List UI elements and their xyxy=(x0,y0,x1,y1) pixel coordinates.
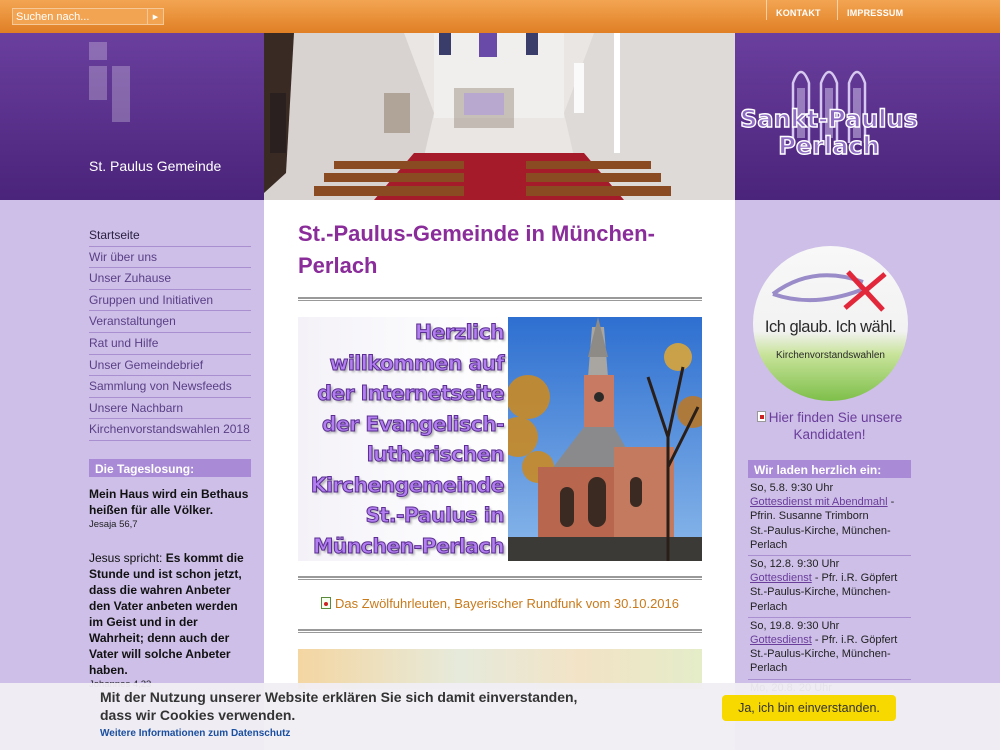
divider xyxy=(298,629,702,633)
claim-text: Ich glaub. Ich wähl. xyxy=(764,318,897,336)
cookie-accept-button[interactable]: Ja, ich bin einverstanden. xyxy=(722,695,896,721)
nav-item-nachbarn[interactable]: Unsere Nachbarn xyxy=(89,398,251,420)
cookie-message: Mit der Nutzung unserer Website erklären Sie sich damit einverstanden, dass wir Cookies verwenden. xyxy=(100,689,578,723)
claim-subtitle: Kirchenvorstandswahlen xyxy=(776,350,885,361)
events-heading: Wir laden herzlich ein: xyxy=(748,460,911,478)
candidates-link[interactable]: Hier finden Sie unsere Kandidaten! xyxy=(748,409,911,443)
header-left xyxy=(0,33,264,200)
losung-verse-2: Es kommt die Stunde und ist schon jetzt, dass die wahren Anbeter den Vater anbeten werden im Geist und in der Wahrheit; denn auch der Vater will solche Anbeter haben. xyxy=(89,551,244,677)
hero-image-church-interior xyxy=(264,33,735,200)
nav-item-newsfeeds[interactable]: Sammlung von Newsfeeds xyxy=(89,376,251,398)
kontakt-link[interactable]: KONTAKT xyxy=(766,0,834,20)
tageslosung xyxy=(89,486,254,698)
event-item: So, 12.8. 9:30 Uhr Gottesdienst - Pfr. i.R. Göpfert St.-Paulus-Kirche, München-Perlach xyxy=(748,556,911,618)
search-submit-icon[interactable]: ▶ xyxy=(147,9,163,24)
search-input[interactable] xyxy=(13,9,147,24)
svg-text:Perlach: Perlach xyxy=(778,132,880,160)
tageslosung-heading: Die Tageslosung: xyxy=(89,459,251,477)
search-box xyxy=(12,8,164,25)
decor-square xyxy=(89,42,107,60)
pdf-file-icon xyxy=(321,597,331,609)
kirchenvorstandswahl-logo[interactable] xyxy=(753,246,908,401)
event-item: So, 19.8. 9:30 Uhr Gottesdienst - Pfr. i.R. Göpfert St.-Paulus-Kirche, München-Perlach xyxy=(748,618,911,680)
svg-text:Sankt-Paulus: Sankt-Paulus xyxy=(740,105,918,133)
event-link[interactable]: Gottesdienst xyxy=(750,634,812,647)
fish-cross-icon xyxy=(753,246,908,326)
events-list xyxy=(748,480,911,698)
impressum-link[interactable]: IMPRESSUM xyxy=(837,0,927,20)
nav-item-wir-ueber-uns[interactable]: Wir über uns xyxy=(89,247,251,269)
nav-item-rat-und-hilfe[interactable]: Rat und Hilfe xyxy=(89,333,251,355)
event-item: So, 5.8. 9:30 Uhr Gottesdienst mit Abendmahl - Pfrin. Susanne Trimborn St.-Paulus-Kirche, München-Perlach xyxy=(748,480,911,556)
nav-item-gemeindebrief[interactable]: Unser Gemeindebrief xyxy=(89,355,251,377)
nav-item-veranstaltungen[interactable]: Veranstaltungen xyxy=(89,311,251,333)
event-link[interactable]: Gottesdienst mit Abendmahl xyxy=(750,496,888,509)
decor-square xyxy=(112,66,130,122)
nav-item-gruppen[interactable]: Gruppen und Initiativen xyxy=(89,290,251,312)
nav-item-kirchenvorstandswahlen[interactable]: Kirchenvorstandswahlen 2018 xyxy=(89,419,251,441)
church-photo xyxy=(508,317,702,561)
radio-link[interactable]: Das Zwölfuhrleuten, Bayerischer Rundfunk vom 30.10.2016 xyxy=(298,596,702,611)
pdf-file-icon xyxy=(757,411,766,422)
nav-item-startseite[interactable]: Startseite xyxy=(89,225,251,247)
site-name[interactable]: St. Paulus Gemeinde xyxy=(89,158,222,174)
event-link[interactable]: Gottesdienst xyxy=(750,572,812,585)
top-bar xyxy=(0,0,1000,33)
nav-item-unser-zuhause[interactable]: Unser Zuhause xyxy=(89,268,251,290)
header-right xyxy=(735,33,1000,200)
page-title: St.-Paulus-Gemeinde in München-Perlach xyxy=(298,221,655,278)
privacy-info-link[interactable]: Weitere Informationen zum Datenschutz xyxy=(100,728,291,739)
main-navigation xyxy=(89,225,251,441)
sankt-paulus-logo[interactable] xyxy=(735,33,1000,200)
losung-intro-2: Jesus spricht: xyxy=(89,551,166,565)
losung-verse-1: Mein Haus wird ein Bethaus heißen für alle Völker. xyxy=(89,487,249,517)
divider xyxy=(298,576,702,580)
divider xyxy=(298,297,702,301)
decor-square xyxy=(89,66,107,100)
welcome-text: Herzlich willkommen auf der Internetseite der Evangelisch- lutherischen Kirchengemeinde St.-Paulus in München-Perlach xyxy=(298,317,508,561)
welcome-banner xyxy=(298,317,702,561)
losung-reference-1: Jesaja 56,7 xyxy=(89,519,138,530)
